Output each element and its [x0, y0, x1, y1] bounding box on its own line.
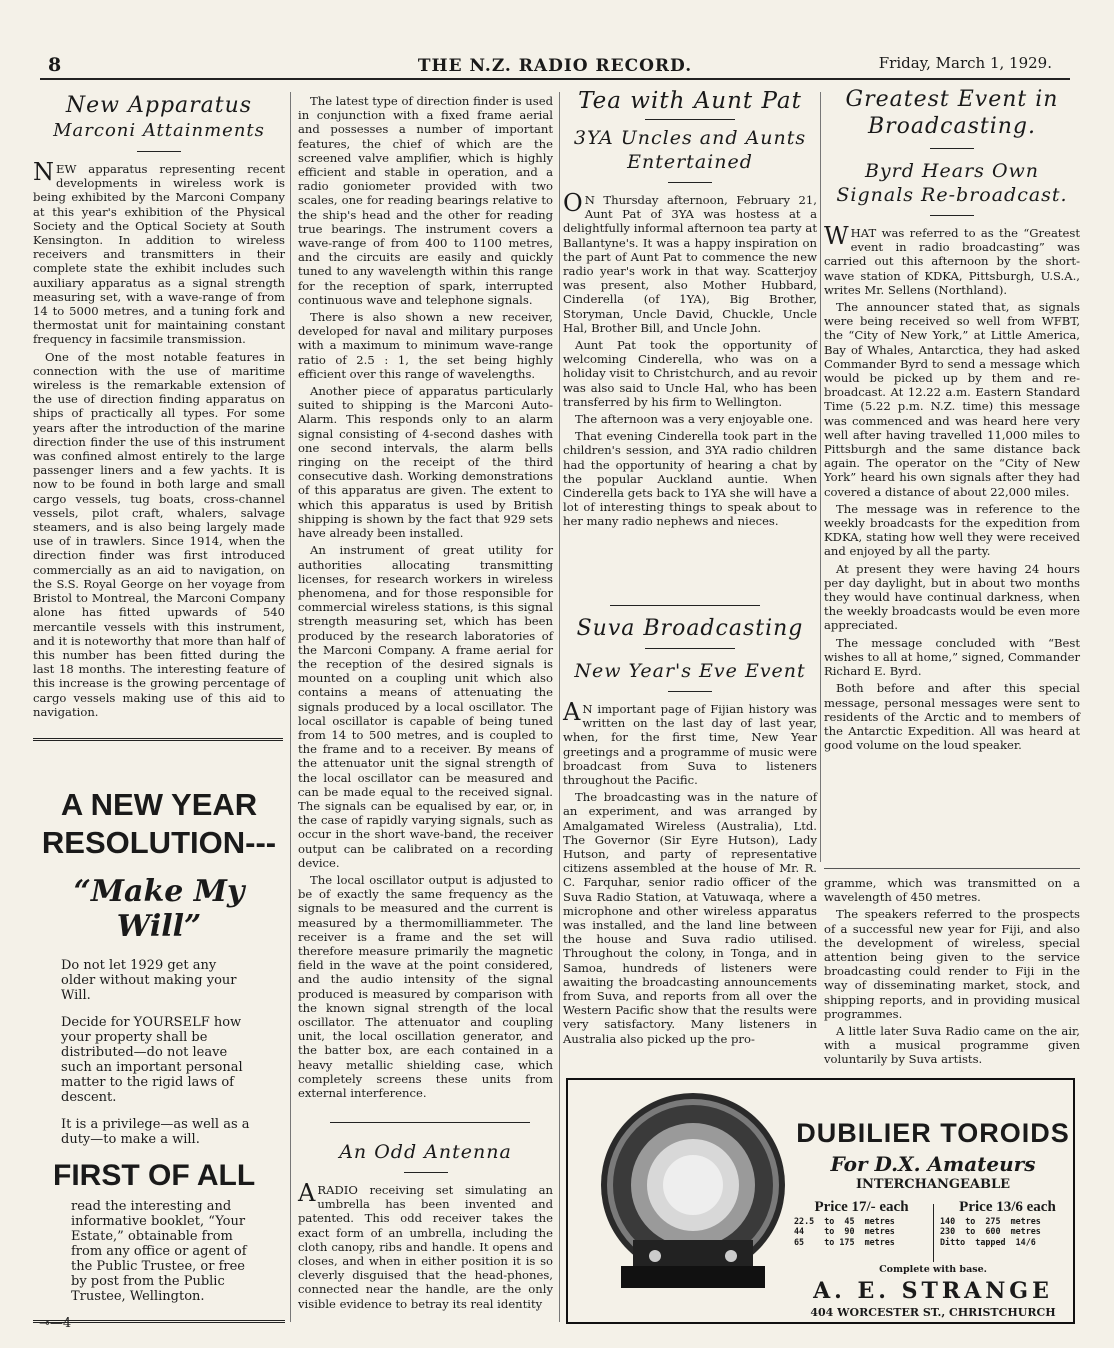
- price-heading: Price 17/- each: [814, 1199, 909, 1215]
- paragraph: NEW apparatus representing recent developments in wireless work is being exhibited by the Marconi Company at this year's exhibition of the Physical Society and the Optical Society at South Kensington. In addition to wireless receivers and transmitters in their complete state the exhibit includes such auxiliary apparatus as a signal strength measuring set, with a wave-range of from 14 to 5000 metres, and a tuning fork and thermostat unit for maintaining constant frequency in facsimile transmission.: [33, 158, 285, 347]
- price-row: 44 to 90 metres: [794, 1226, 895, 1236]
- section-rule: [33, 738, 283, 741]
- ad-heading-line1: A NEW YEAR: [60, 787, 258, 822]
- paragraph: ON Thursday afternoon, February 21, Aunt Pat of 3YA was hostess at a delightfully informal afternoon tea party at Ballantyne's. It was a happy inspiration on the part of Aunt Pat to commence the new radio year's work in that way. Scatterjoy was present, also Mother Hubbard, Cinderella (of 1YA), Big Brother, Storyman, Uncle David, Chuckle, Uncle Hal, Brother Bill, and Uncle John.: [563, 189, 817, 335]
- article-body: [298, 1179, 553, 1311]
- price-row: 140 to 275 metres: [940, 1215, 1041, 1226]
- section-rule: [330, 1122, 530, 1123]
- publication-title: THE N.Z. RADIO RECORD.: [417, 56, 693, 76]
- footer-mark-number: 4: [62, 1316, 72, 1331]
- paragraph: A little later Suva Radio came on the air, with a musical programme given voluntarily by Suva artists.: [824, 1024, 1080, 1067]
- ad-heading-line2: RESOLUTION---: [41, 825, 277, 860]
- price-column-right: [940, 1199, 1075, 1247]
- article-new-apparatus-continued: [298, 94, 553, 1103]
- ad-paragraph: Do not let 1929 get any older without making your Will.: [61, 958, 237, 1003]
- footer-mark: ⊸—4: [39, 1316, 72, 1331]
- paragraph: gramme, which was transmitted on a wavelength of 450 metres.: [824, 876, 1080, 905]
- toroid-coil-illustration: [593, 1090, 793, 1295]
- ad-company-name: A. E. STRANGE: [813, 1278, 1053, 1304]
- divider: [645, 119, 735, 120]
- subheadline: Entertained: [627, 151, 753, 173]
- paragraph: The speakers referred to the prospects of a successful new year for Fiji, and also the development of wireless, special attention being given to the service broadcasting could render to Fiji in the way of disseminating market, stock, and shipping reports, and in providing musical programmes.: [824, 907, 1080, 1021]
- paragraph: ARADIO receiving set simulating an umbrella has been invented and patented. This odd receiver takes the exact form of an umbrella, including the cloth canopy, ribs and handle. It opens and closes, and when in either position it is so cleverly disguised that the head-phones, connected near the handle, are the only visible evidence to betray its real identity: [298, 1179, 553, 1311]
- price-row: Ditto tapped 14/6: [940, 1236, 1036, 1247]
- paragraph: One of the most notable features in connection with the use of maritime wireless is the remarkable extension of the use of direction finding apparatus on ships of practically all types. For some years after the introduction of the marine direction finder the use of this instrument was confined almost entirely to the large passenger liners and a few yachts. It is now to be found in both large and small cargo vessels, tug boats, cross-channel vessels, pilot craft, whalers, salvage steamers, and is also being largely made use of in trawlers. Since 1914, when the direction finder was first introduced commercially as an aid to navigation, on the S.S. Royal George on her voyage from Bristol to Montreal, the Marconi Company alone has fitted upwards of 540 mercantile vessels with this instrument, and it is noteworthy that more than half of this number has been fitted during the last 18 months. The interesting feature of this increase is the growing percentage of cargo vessels making use of this aid to navigation.: [33, 349, 285, 719]
- paragraph: The afternoon was a very enjoyable one.: [575, 412, 813, 427]
- article-odd-antenna: [298, 1140, 553, 1314]
- column-divider: [820, 92, 821, 862]
- divider: [668, 182, 712, 183]
- ad-closing: read the interesting and informative booklet, “Your Estate,” obtainable from from any office or agent of the Public Trustee, or free by post from the Public Trustee, Wellington.: [71, 1199, 247, 1304]
- paragraph: AN important page of Fijian history was written on the last day of last year, when, for the first time, New Year greetings and a programme of music were broadcast from Suva to listeners throughout the Pacific.: [563, 698, 817, 788]
- paragraph: An instrument of great utility for authorities allocating transmitting licenses, for research workers in wireless phenomena, and for those responsible for commercial wireless stations, is this signal strength measuring set, which has been produced by the research laboratories of the Marconi Company. A frame aerial for the reception of the desired signals is mounted on a coupling unit which also contains a means of attenuating the signals produced by a local oscillator. The local oscillator is capable of being tuned from 14 to 500 metres, and is coupled to the frame and to a receiver. By means of the attenuator unit the signal strength of the local oscillator can be measured and can be made equal to the received signal. The signals can be equalised by ear, or, in the case of rapidly varying signals, such as occur in the short wave-band, the receiver output can be calibrated on a recording device.: [298, 543, 553, 870]
- public-trustee-advertisement: [33, 750, 285, 1331]
- price-heading: Price 13/6 each: [959, 1199, 1056, 1215]
- price-row: 22.5 to 45 metres: [794, 1215, 895, 1226]
- section-rule: [610, 605, 760, 606]
- divider: [404, 1172, 448, 1173]
- paragraph: Both before and after this special message, personal messages were sent to residents of the Arctic and to members of the Antarctic Expedition. All was heard at good volume on the loud speaker.: [824, 681, 1080, 753]
- price-row: 230 to 600 metres: [940, 1226, 1041, 1236]
- divider: [930, 148, 974, 149]
- ad-paragraph: It is a privilege—as well as a duty—to make a will.: [61, 1117, 250, 1147]
- divider: [645, 648, 735, 649]
- headline: An Odd Antenna: [339, 1141, 512, 1163]
- subheadline: Byrd Hears Own Signals Re-broadcast.: [836, 160, 1068, 206]
- ad-base-note: Complete with base.: [879, 1264, 987, 1275]
- ad-title: DUBILIER TOROIDS: [796, 1118, 1070, 1148]
- article-new-apparatus: [33, 92, 285, 722]
- column-divider: [290, 92, 291, 1322]
- page-number: 8: [48, 54, 62, 76]
- ad-subtitle: For D.X. Amateurs: [830, 1152, 1036, 1176]
- divider: [930, 215, 974, 216]
- ad-address: 404 WORCESTER ST., CHRISTCHURCH: [810, 1306, 1056, 1319]
- section-rule: [33, 1320, 285, 1323]
- headline: Suva Broadcasting: [576, 616, 804, 641]
- paragraph: The message concluded with “Best wishes to all at home,” signed, Commander Richard E. Byrd.: [824, 635, 1080, 679]
- section-rule: [824, 868, 1080, 869]
- ad-first-of-all: FIRST OF ALL: [53, 1159, 256, 1192]
- divider: [668, 691, 712, 692]
- price-row: 65 to 175 metres: [794, 1236, 895, 1247]
- subheadline: Marconi Attainments: [53, 120, 265, 141]
- paragraph: The local oscillator output is adjusted to be of exactly the same frequency as the signals to be measured and the current is measured by a thermomilliammeter. The receiver is a frame and the set will therefore measure primarily the magnetic field in the wave at the point considered, and the audio intensity of the signal produced is measured by comparison with the known signal strength of the local oscillator. The attenuator and coupling unit, the local oscillation generator, and the batter box, are each contained in a heavy metallic shielding case, which completely screens these units from external interference.: [298, 872, 553, 1101]
- subheadline: 3YA Uncles and Aunts: [573, 127, 807, 149]
- article-tea-with-aunt-pat: [563, 88, 817, 532]
- price-divider: [933, 1204, 934, 1262]
- paragraph: The broadcasting was in the nature of an experiment, and was arranged by Amalgamated Wireless (Australia), Ltd. The Governor (Sir Eyre Hutson), Lady Hutson, and party of representative citizens assembled at the house of Mr. R. C. Farquhar, senior radio officer of the Suva Radio Station, at Vatuwaqa, where a microphone and other wireless apparatus was installed, and the land line between the house and Suva radio utilised. Throughout the colony, in Tonga, and in Samoa, hundreds of listeners were awaiting the broadcasting announcements from Suva, and reports from all over the Western Pacific show that the results were very satisfactory. Many listeners in Australia also picked up the pro-: [563, 790, 817, 1046]
- divider: [137, 151, 181, 152]
- dubilier-toroids-advertisement: [566, 1078, 1075, 1324]
- article-body: [563, 698, 817, 1046]
- article-suva-continued: [824, 876, 1080, 1070]
- headline: New Apparatus: [65, 93, 253, 118]
- paragraph: The announcer stated that, as signals were being received so well from WFBT, the “City of New York,” at Little America, Bay of Whales, Antarctica, they had asked Commander Byrd to send a message which would be picked up by them and re-broadcast. At 12.22 a.m. Eastern Standard Time (5.22 p.m. N.Z. time) this message was commenced and was heard here very well after having travelled 11,000 miles to Pittsburgh and the same distance back again. The operator on the “City of New York” heard his own signals after they had covered a distance of about 22,000 miles.: [824, 300, 1080, 499]
- ad-tagline: “Make My Will”: [73, 874, 245, 944]
- issue-date: Friday, March 1, 1929.: [878, 54, 1052, 72]
- paragraph: At present they were having 24 hours per day daylight, but in about two months they would have continual darkness, when the weekly broadcasts would be even more appreciated.: [824, 561, 1080, 633]
- paragraph: The latest type of direction finder is used in conjunction with a fixed frame aerial and possesses a number of important features, the chief of which are the screened valve amplifier, which is highly efficient and stable in operation, and a radio goniometer provided with two scales, one for reading bearings relative to the ship's head and the other for reading true bearings. The instrument covers a wave-range of from 400 to 1100 metres, and the circuits are easily and quickly tuned to any wavelength within this range for the reception of spark, interrupted continuous wave and telephone signals.: [298, 94, 553, 307]
- article-body: [824, 222, 1080, 753]
- paragraph: WHAT was referred to as the “Greatest event in radio broadcasting” was carried out this afternoon by the short-wave station of KDKA, Pittsburgh, U.S.A., writes Mr. Sellens (Northland).: [824, 222, 1080, 297]
- article-suva-broadcasting: [563, 615, 817, 1049]
- paragraph: Another piece of apparatus particularly suited to shipping is the Marconi Auto-Alarm. This responds only to an alarm signal consisting of 4-second dashes with one second intervals, the alarm bells ringing on the receipt of the third consecutive dash. Working demonstrations of this apparatus are given. The extent to which this apparatus is used by British shipping is shown by the fact that 929 sets have already been installed.: [298, 384, 553, 541]
- column-divider: [559, 92, 560, 1322]
- article-body: [33, 158, 285, 719]
- ad-interchangeable: INTERCHANGEABLE: [855, 1177, 1011, 1192]
- paragraph: Aunt Pat took the opportunity of welcoming Cinderella, who was on a holiday visit to Christchurch, and au revoir was also said to Uncle Hal, who has been transferred by his firm to Wellington.: [563, 338, 817, 409]
- paragraph: The message was in reference to the weekly broadcasts for the expedition from KDKA, stating how well they were received and enjoyed by all the party.: [824, 501, 1080, 559]
- ad-paragraph: Decide for YOURSELF how your property shall be distributed—do not leave such an important personal matter to the rigid laws of descent.: [61, 1015, 243, 1105]
- price-column-left: [794, 1199, 929, 1247]
- masthead: [40, 54, 1070, 80]
- paragraph: That evening Cinderella took part in the children's session, and 3YA radio children had the opportunity of hearing a chat by the popular Auckland auntie. When Cinderella gets back to 1YA she will have a lot of interesting things to speak about to her many radio nephews and nieces.: [563, 429, 817, 529]
- paragraph: There is also shown a new receiver, developed for naval and military purposes with a maximum to minimum wave-range ratio of 2.5 : 1, the set being highly efficient over this range of wavelengths.: [298, 310, 553, 381]
- headline: Tea with Aunt Pat: [578, 88, 802, 114]
- subheadline: New Year's Eve Event: [574, 660, 806, 682]
- headline: Greatest Event in Broadcasting.: [845, 87, 1059, 139]
- article-greatest-event: [824, 86, 1080, 755]
- article-body: [563, 189, 817, 529]
